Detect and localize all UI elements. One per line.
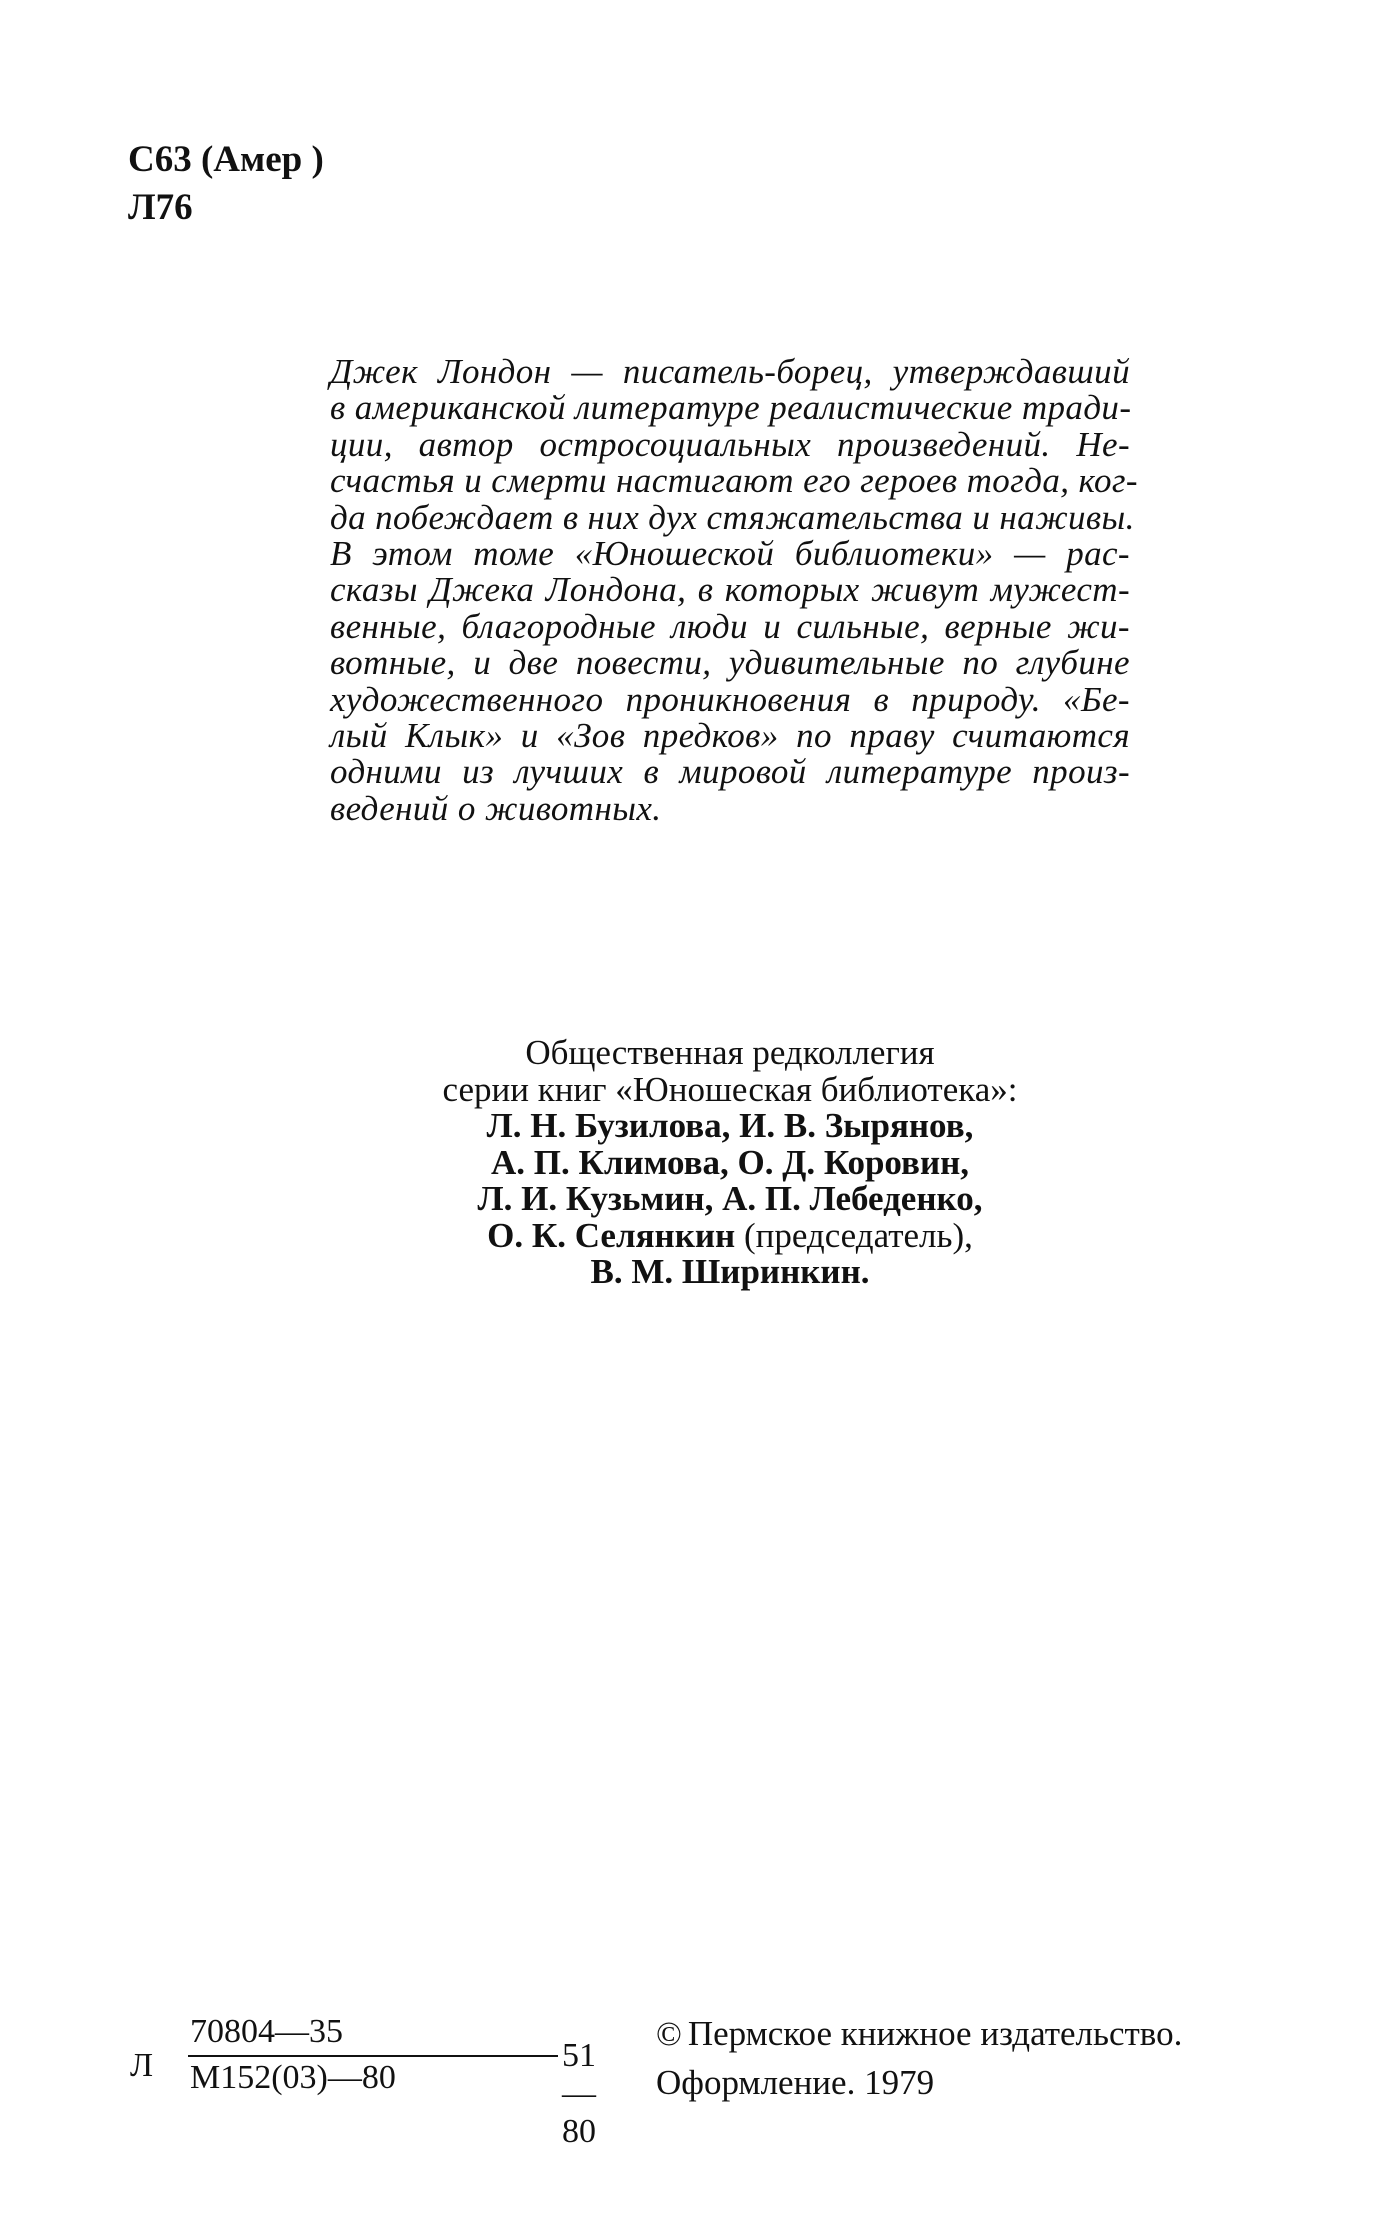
board-members: Л. Н. Бузилова, И. В. Зырянов, (486, 1106, 974, 1145)
copyright-notice (656, 2010, 1182, 2107)
annotation-line: лый Клык» и «Зов предков» по праву считаются (330, 715, 1130, 755)
classification-code: С63 (Амер ) (128, 139, 324, 180)
board-chair-line (330, 1215, 1130, 1255)
board-chair-name: О. К. Селянкин (487, 1215, 736, 1255)
annotation-line: Джек Лондон — писатель-борец, утверждавший (330, 352, 1130, 391)
annotation-line: художественного проникновения в природу. «Бе- (330, 679, 1130, 719)
annotation-line: счастья и смерти настигают его героев тогда, ког- (330, 461, 1138, 501)
annotation-line: вотные, и две повести, удивительные по глубине (330, 643, 1130, 683)
board-members: А. П. Климова, О. Д. Коровин, (490, 1142, 970, 1182)
catalog-numerator: 70804—35 (190, 2013, 343, 2050)
design-year: Оформление. 1979 (656, 2063, 935, 2102)
annotation-line: В этом томе «Юношеской библиотеки» — рас- (330, 533, 1130, 573)
author-mark: Л76 (128, 187, 193, 228)
annotation-line: одними из лучших в мировой литературе произ- (330, 752, 1130, 792)
board-heading: Общественная редколлегия (525, 1033, 935, 1072)
annotation-line: ции, автор остросоциальных произведений. Не- (330, 424, 1130, 464)
annotation-line: в американской литературе реалистические тради- (330, 388, 1132, 428)
catalog-prefix: Л (130, 2047, 154, 2084)
catalog-suffix: 51—80 (562, 2037, 596, 2150)
annotation-line: да побеждает в них дух стяжательства и наживы. (330, 497, 1135, 537)
copyright-icon: © (656, 2016, 682, 2053)
board-chair-role: (председатель), (743, 1215, 973, 1255)
catalog-denominator: М152(03)—80 (190, 2059, 396, 2096)
editorial-board (330, 1035, 1130, 1291)
classification-codes (128, 136, 324, 232)
board-members: В. М. Ширинкин. (590, 1252, 870, 1291)
annotation-line: сказы Джека Лондона, в которых живут мужест- (330, 570, 1130, 610)
fraction-rule (188, 2055, 558, 2057)
catalog-index (130, 2013, 596, 2150)
board-subheading: серии книг «Юношеская библиотека»: (442, 1069, 1018, 1109)
board-members: Л. И. Кузьмин, А. П. Лебеденко, (477, 1179, 983, 1218)
annotation-line: венные, благородные люди и сильные, верные жи- (330, 606, 1130, 646)
copyright-line (656, 2010, 1182, 2059)
publisher-name: Пермское книжное издательство. (687, 2014, 1183, 2053)
annotation-paragraph (330, 352, 1138, 828)
annotation-line: ведений о животных. (330, 788, 662, 828)
